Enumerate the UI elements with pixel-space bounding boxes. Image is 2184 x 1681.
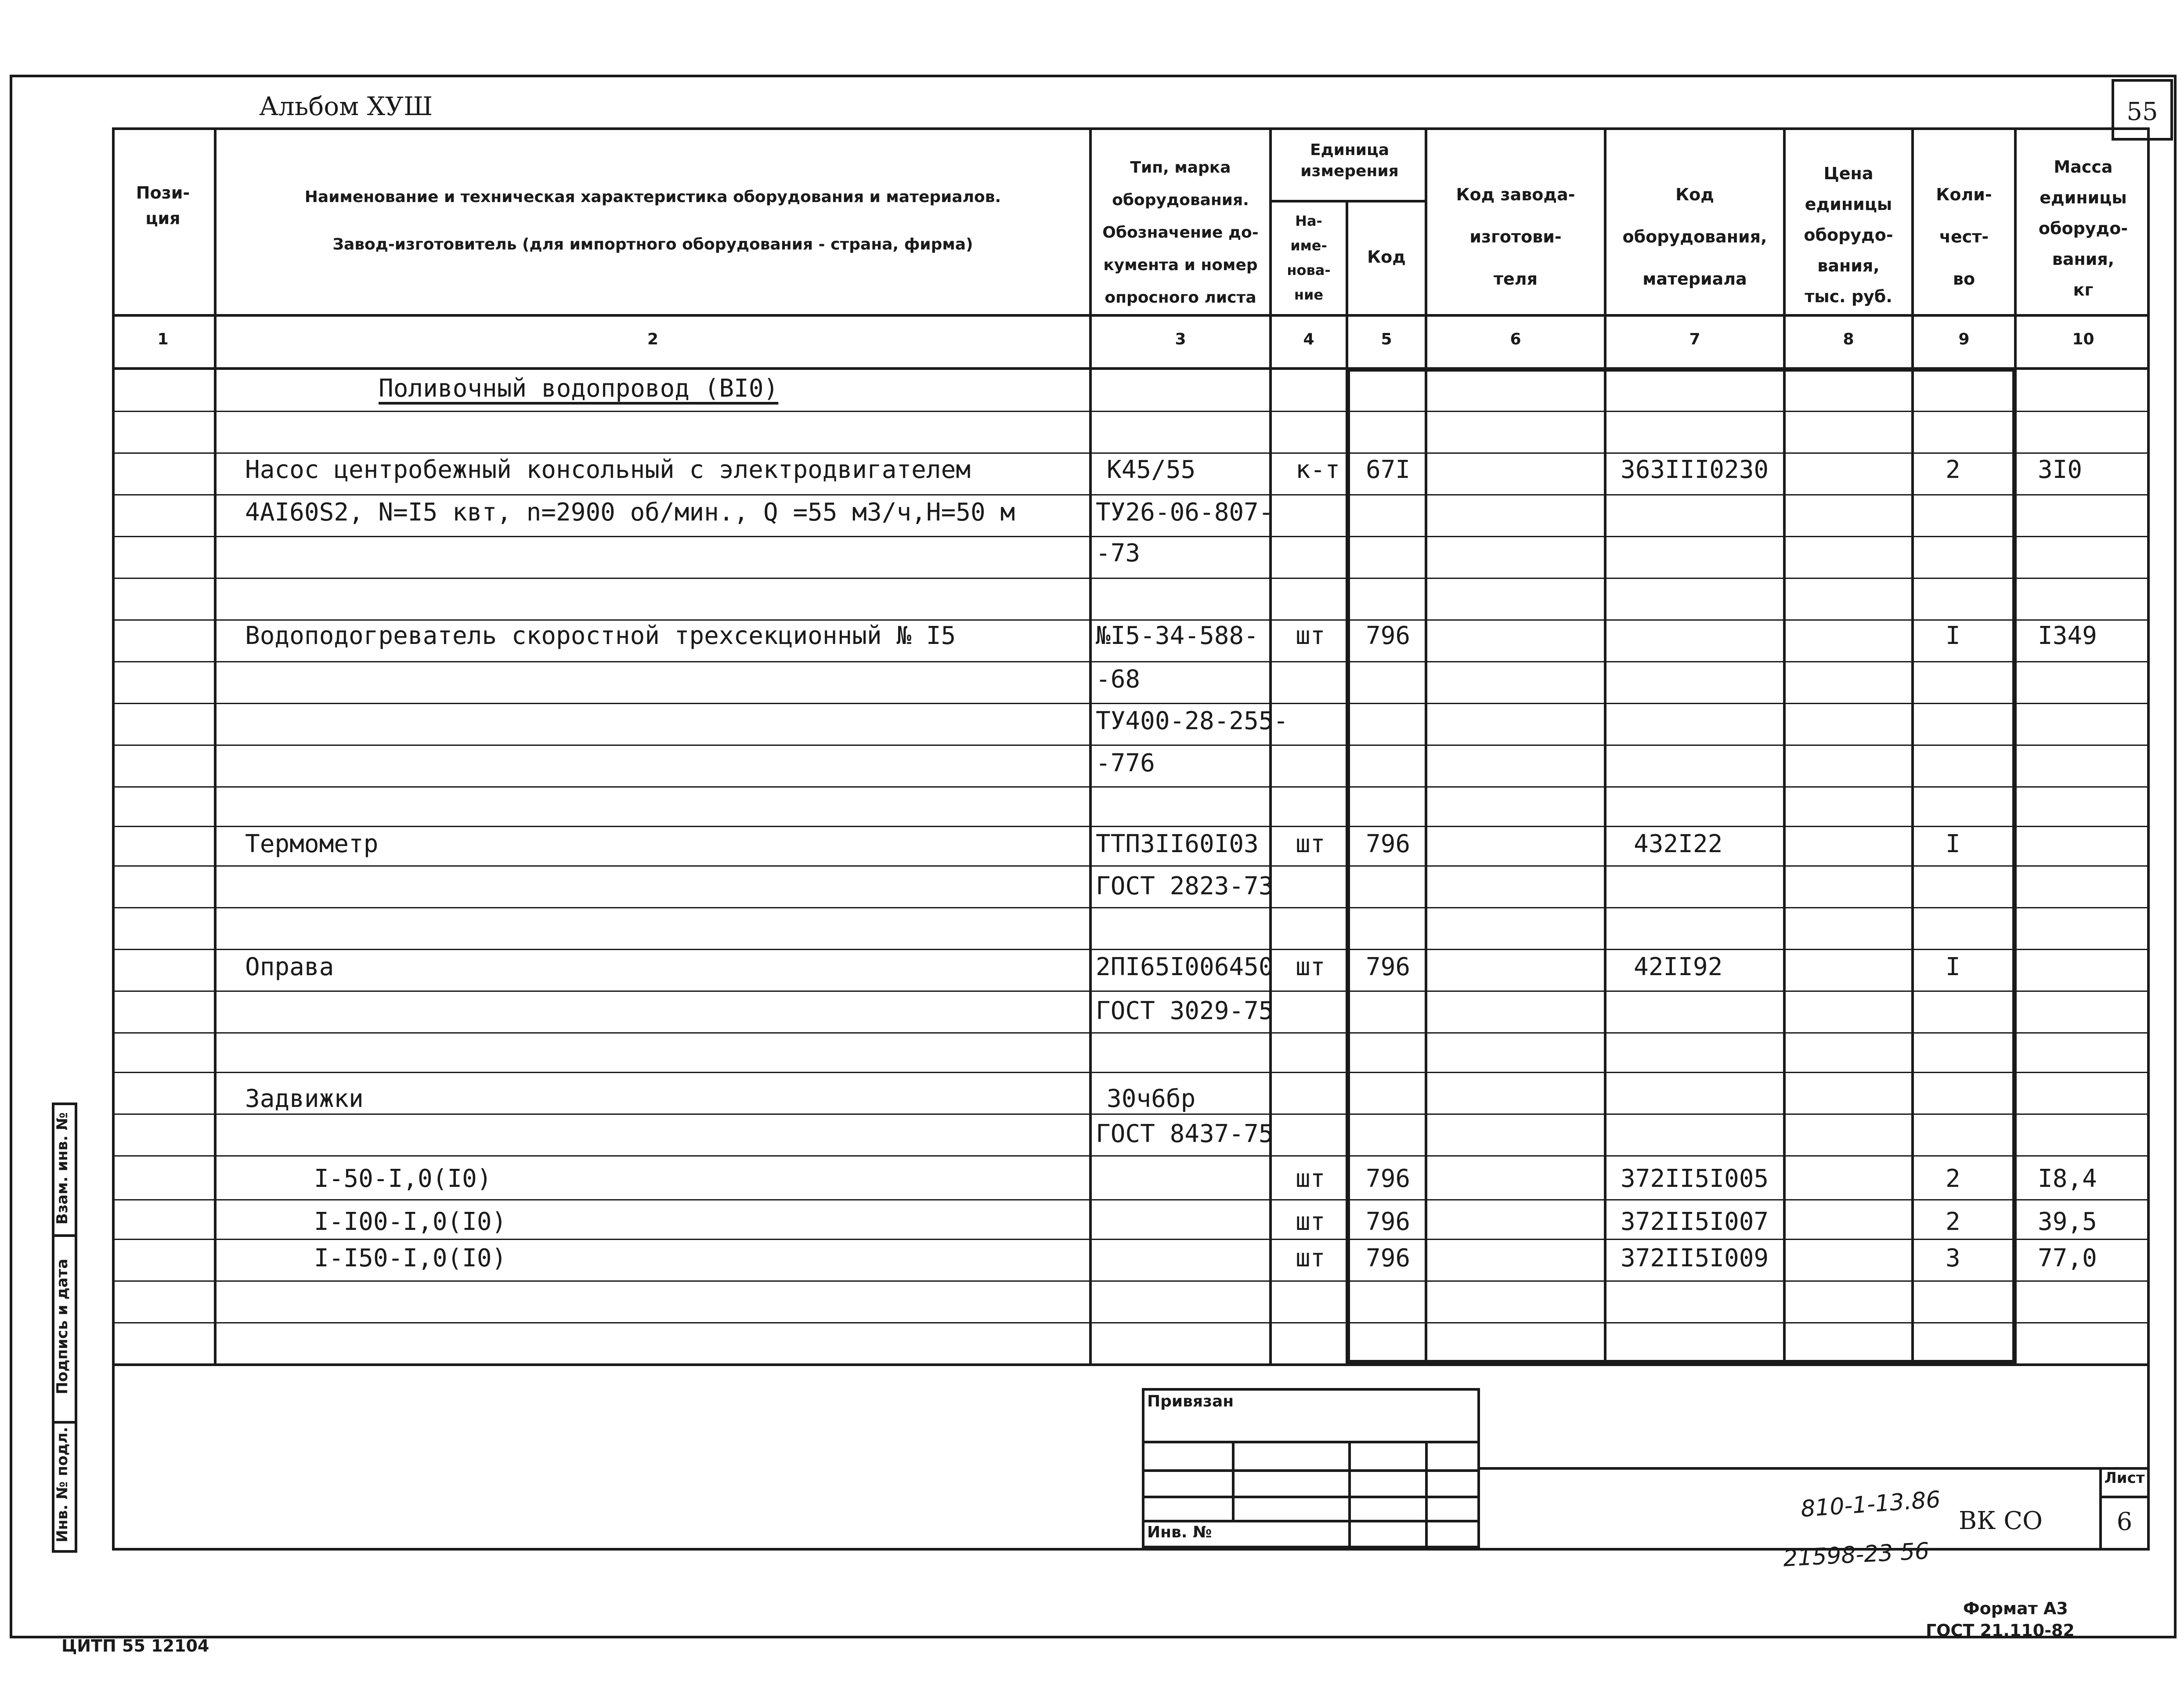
title-block-top xyxy=(1480,1467,2150,1470)
left-stamp-replace-label: Взам. инв. № xyxy=(54,1112,71,1225)
header-col5: Код xyxy=(1367,247,1406,267)
row-mass: 3I0 xyxy=(2038,455,2083,484)
row-unit: шт xyxy=(1296,1207,1325,1236)
row-name: I-I50-I,0(I0) xyxy=(314,1244,507,1272)
attached-stamp-vline xyxy=(1232,1441,1235,1520)
row-unit: шт xyxy=(1296,830,1325,858)
row-type: №I5-34-588- xyxy=(1096,622,1259,650)
col-number-9: 9 xyxy=(1958,330,1970,348)
document-mark: ВК СО xyxy=(1959,1507,2043,1535)
row-qty: 2 xyxy=(1946,1164,1960,1193)
row-type: ГОСТ 3029-75 xyxy=(1096,997,1274,1025)
format-label: Формат А3 xyxy=(1963,1599,2068,1618)
row-unit: шт xyxy=(1296,1244,1325,1272)
col-line-2 xyxy=(214,127,217,1366)
row-qty: I xyxy=(1946,830,1960,858)
row-mass: 39,5 xyxy=(2038,1207,2097,1236)
row-unit: шт xyxy=(1296,953,1325,981)
row-unit-code: 796 xyxy=(1366,953,1411,981)
col-number-8: 8 xyxy=(1843,330,1854,348)
row-unit-code: 796 xyxy=(1366,1244,1411,1272)
row-type: ТУ26-06-807- xyxy=(1096,498,1274,527)
attached-stamp-line xyxy=(1142,1496,1480,1498)
header-bottom-line xyxy=(112,314,2150,317)
row-name: Водоподогреватель скоростной трехсекционный № I5 xyxy=(245,622,956,650)
row-name: Задвижки xyxy=(245,1085,364,1113)
col-number-2: 2 xyxy=(647,330,659,348)
col-number-6: 6 xyxy=(1510,330,1521,348)
row-mass: 77,0 xyxy=(2038,1244,2097,1272)
row-mass: I8,4 xyxy=(2038,1164,2097,1193)
col-number-10: 10 xyxy=(2072,330,2094,348)
section-title: Поливочный водопровод (ВI0) xyxy=(379,374,779,403)
row-type: -776 xyxy=(1096,749,1155,777)
sheet-label-line xyxy=(2099,1496,2150,1498)
col-number-4: 4 xyxy=(1303,330,1314,348)
attached-stamp-line xyxy=(1142,1520,1480,1522)
header-col2: Наименование и техническая характеристика оборудования и материалов. Завод-изготовитель (для импортного оборудования - страна, фирма) xyxy=(304,188,1001,253)
row-name: Насос центробежный консольный с электродвигателем xyxy=(245,455,971,484)
attached-stamp-vline xyxy=(1348,1441,1351,1548)
row-name: I-50-I,0(I0) xyxy=(314,1164,492,1193)
doc-code-handwritten: 810-1-13.86 xyxy=(1800,1486,1942,1523)
row-equip-code: 372II5I005 xyxy=(1621,1164,1769,1193)
row-qty: 2 xyxy=(1946,1207,1960,1236)
row-equip-code: 372II5I007 xyxy=(1621,1207,1769,1236)
row-name: Оправа xyxy=(245,953,334,981)
row-qty: I xyxy=(1946,622,1960,650)
header-col3: Тип, марка оборудования. Обозначение до- кумента и номер опросного листа xyxy=(1102,159,1259,307)
bottom-left-code: ЦИТП 55 12104 xyxy=(61,1636,209,1656)
header-col7: Код оборудования, материала xyxy=(1622,185,1767,289)
left-stamp-inv-label: Инв. № подл. xyxy=(54,1427,71,1543)
album-title: Альбом ХУШ xyxy=(259,91,433,121)
left-stamp-sign-label: Подпись и дата xyxy=(54,1258,71,1395)
col-number-3: 3 xyxy=(1175,330,1186,348)
row-equip-code: 372II5I009 xyxy=(1621,1244,1769,1272)
row-qty: I xyxy=(1946,953,1960,981)
row-type: ГОСТ 8437-75 xyxy=(1096,1120,1274,1148)
row-name: 4AI60S2, N=I5 квт, n=2900 об/мин., Q =55 м3/ч,Н=50 м xyxy=(245,498,1015,527)
header-col8: Цена единицы оборудо- вания, тыс. руб. xyxy=(1804,164,1893,306)
header-col6: Код завода- изготови- теля xyxy=(1456,185,1575,289)
row-name: I-I00-I,0(I0) xyxy=(314,1207,507,1236)
attached-stamp-vline xyxy=(1425,1441,1428,1548)
row-type: ТУ400-28-255- xyxy=(1096,707,1289,735)
row-type: 2ПI65I006450 xyxy=(1096,953,1274,981)
row-equip-code: 42II92 xyxy=(1634,953,1723,981)
header-col9: Коли- чест- во xyxy=(1936,185,1992,289)
row-type: ГОСТ 2823-73 xyxy=(1096,872,1274,900)
header-col4: На- име- нова- ние xyxy=(1287,213,1331,303)
sheet-label: Лист xyxy=(2104,1469,2145,1487)
unit-subheader-line xyxy=(1269,200,1427,202)
archive-number-handwritten: 21598-23 56 xyxy=(1782,1538,1930,1572)
row-unit: к-т xyxy=(1296,455,1340,484)
col-line-4 xyxy=(1269,127,1272,1366)
col-number-7: 7 xyxy=(1689,330,1700,348)
row-name: Термометр xyxy=(245,830,379,858)
row-unit: шт xyxy=(1296,622,1325,650)
row-unit-code: 796 xyxy=(1366,1207,1411,1236)
row-unit-code: 67I xyxy=(1366,455,1411,484)
row-type: 30ч6бр xyxy=(1107,1085,1196,1113)
row-mass: I349 xyxy=(2038,622,2097,650)
sheet-number: 6 xyxy=(2116,1507,2133,1536)
row-type: -73 xyxy=(1096,539,1141,568)
row-type: ТТП3II60I03 xyxy=(1096,830,1259,858)
row-unit-code: 796 xyxy=(1366,830,1411,858)
row-equip-code: 363III0230 xyxy=(1621,455,1769,484)
gost-label: ГОСТ 21.110-82 xyxy=(1926,1621,2075,1640)
inv-label: Инв. № xyxy=(1147,1523,1212,1541)
row-equip-code: 432I22 xyxy=(1634,830,1723,858)
row-unit-code: 796 xyxy=(1366,622,1411,650)
row-unit-code: 796 xyxy=(1366,1164,1411,1193)
attached-label: Привязан xyxy=(1147,1392,1234,1410)
col-number-5: 5 xyxy=(1381,330,1392,348)
header-unit-group: Единица измерения xyxy=(1300,141,1399,180)
header-col1: Пози- ция xyxy=(136,183,190,228)
row-type: К45/55 xyxy=(1107,455,1196,484)
header-col10: Масса единицы оборудо- вания, кг xyxy=(2038,157,2128,300)
row-qty: 2 xyxy=(1946,455,1960,484)
row-qty: 3 xyxy=(1946,1244,1960,1272)
row-unit: шт xyxy=(1296,1164,1325,1193)
attached-stamp-line xyxy=(1142,1441,1480,1443)
attached-stamp-line xyxy=(1142,1469,1480,1472)
col-number-1: 1 xyxy=(157,330,169,348)
row-type: -68 xyxy=(1096,665,1141,694)
table-body-bottom xyxy=(112,1363,2150,1366)
page-number: 55 xyxy=(2126,98,2158,126)
